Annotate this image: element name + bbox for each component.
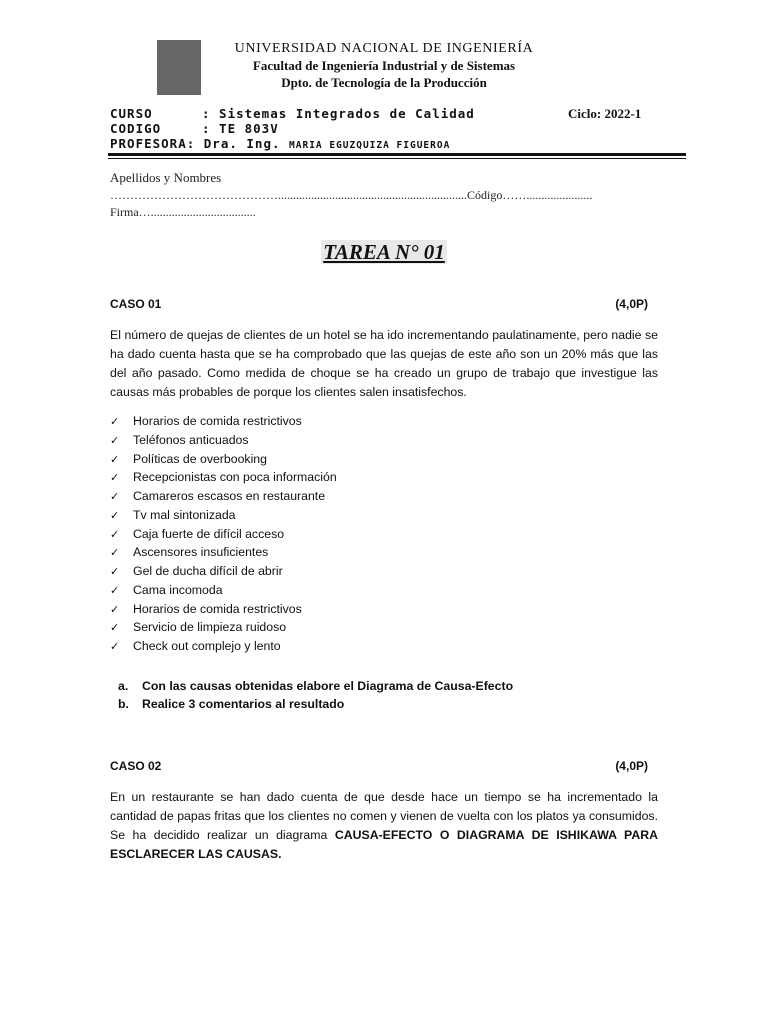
check-icon: ✓ [110, 583, 120, 597]
ciclo-text: Ciclo: 2022-1 [568, 106, 642, 121]
profesora-name: MARIA EGUZQUIZA FIGUEROA [289, 140, 451, 151]
check-icon: ✓ [110, 640, 120, 653]
check-icon: ✓ [110, 415, 120, 428]
cause-text: Caja fuerte de difícil acceso [133, 526, 285, 541]
task-text: Realice 3 comentarios al resultado [142, 697, 345, 711]
caso2-points: (4,0P) [615, 759, 648, 773]
check-icon: ✓ [110, 621, 120, 635]
caso2-paragraph-text: En un restaurante se han dado cuenta de que desde hace un tiempo se ha incrementado la cantidad de papas fritas que los clientes no comen y vienen de vuelta con los platos ya consumidos. Se ha decidido realizar un diagrama [110, 790, 658, 842]
task-text: Con las causas obtenidas elabore el Diagrama de Causa-Efecto [142, 679, 514, 693]
assignment-title-wrap [0, 240, 768, 265]
cause-text: Horarios de comida restrictivos [133, 601, 302, 616]
cause-item [110, 468, 337, 487]
cause-item [110, 543, 337, 562]
check-icon: ✓ [110, 527, 120, 541]
cause-text: Servicio de limpieza ruidoso [133, 620, 287, 635]
check-icon: ✓ [110, 508, 120, 522]
caso2-heading [110, 759, 648, 773]
firma-line: Firma…................................... [110, 205, 256, 219]
cause-item [110, 431, 337, 450]
cause-text: Camareros escasos en restaurante [133, 489, 326, 503]
codigo-row [110, 121, 685, 136]
assignment-title: TAREA N° 01 [323, 240, 445, 264]
faculty-name: Facultad de Ingeniería Industrial y de Sistemas [252, 58, 516, 73]
caso2-paragraph [110, 788, 658, 864]
caso1-tasks [118, 677, 513, 713]
cause-item [110, 525, 337, 544]
cause-text: Horarios de comida restrictivos [133, 414, 302, 428]
profesora-label: PROFESORA: Dra. Ing. [110, 136, 290, 151]
cause-text: Tv mal sintonizada [133, 507, 236, 522]
cause-item [110, 487, 337, 506]
cause-item [110, 412, 337, 431]
caso1-label: CASO 01 [110, 297, 162, 311]
cause-item [110, 506, 337, 525]
codigo-value: : TE 803V [202, 121, 279, 136]
check-icon: ✓ [110, 546, 120, 560]
cause-item [110, 600, 337, 619]
curso-value: : Sistemas Integrados de Calidad [202, 106, 475, 121]
profesora-row [110, 136, 685, 151]
check-icon: ✓ [110, 602, 120, 616]
caso2-paragraph-bold: CAUSA-EFECTO O DIAGRAMA DE ISHIKAWA PARA ESCLARECER LAS CAUSAS. [110, 828, 658, 861]
caso2-label: CASO 02 [110, 759, 162, 773]
check-icon: ✓ [110, 490, 120, 503]
caso1-heading [110, 297, 648, 311]
cause-item [110, 562, 337, 581]
cause-item [110, 618, 337, 637]
cause-text: Políticas de overbooking [133, 451, 267, 466]
apellidos-codigo-line: ……………………………………...............................................................Código……...................... [110, 188, 593, 202]
task-letter: b. [118, 697, 129, 711]
cause-text: Ascensores insuficientes [133, 545, 269, 560]
task-item [118, 695, 513, 713]
cause-item [110, 450, 337, 469]
check-icon: ✓ [110, 565, 120, 578]
header-divider-thick [108, 153, 686, 156]
header-divider-thin [108, 158, 686, 159]
curso-label: CURSO [110, 106, 153, 121]
cause-text: Recepcionistas con poca información [133, 470, 337, 485]
caso1-points: (4,0P) [615, 297, 648, 311]
course-info [110, 106, 685, 151]
cause-text: Gel de ducha difícil de abrir [133, 564, 283, 578]
codigo-label: CODIGO [110, 121, 162, 136]
university-name: UNIVERSIDAD NACIONAL DE INGENIERÍA [234, 41, 534, 56]
department-name: Dpto. de Tecnología de la Producción [281, 75, 487, 90]
caso1-paragraph: El número de quejas de clientes de un hotel se ha ido incrementando paulatinamente, pero nadie se ha dado cuenta hasta que se ha comprobado que las quejas de este año son un 20% más que las del año pasado. Como medida de choque se ha creado un grupo de trabajo que investigue las causas más probables de porque los clientes salen insatisfechos. [110, 328, 658, 399]
caso1-causes-list [110, 412, 337, 656]
check-icon: ✓ [110, 471, 120, 485]
cause-text: Cama incomoda [133, 582, 223, 597]
curso-row [110, 106, 685, 121]
check-icon: ✓ [110, 433, 120, 447]
cause-item [110, 637, 337, 656]
apellidos-label: Apellidos y Nombres [110, 170, 222, 185]
document-header [200, 40, 568, 91]
task-letter: a. [118, 679, 129, 693]
cause-text: Check out complejo y lento [133, 639, 281, 653]
check-icon: ✓ [110, 452, 120, 466]
cause-item [110, 581, 337, 600]
university-logo [157, 40, 201, 95]
cause-text: Teléfonos anticuados [133, 432, 249, 447]
task-item [118, 677, 513, 695]
